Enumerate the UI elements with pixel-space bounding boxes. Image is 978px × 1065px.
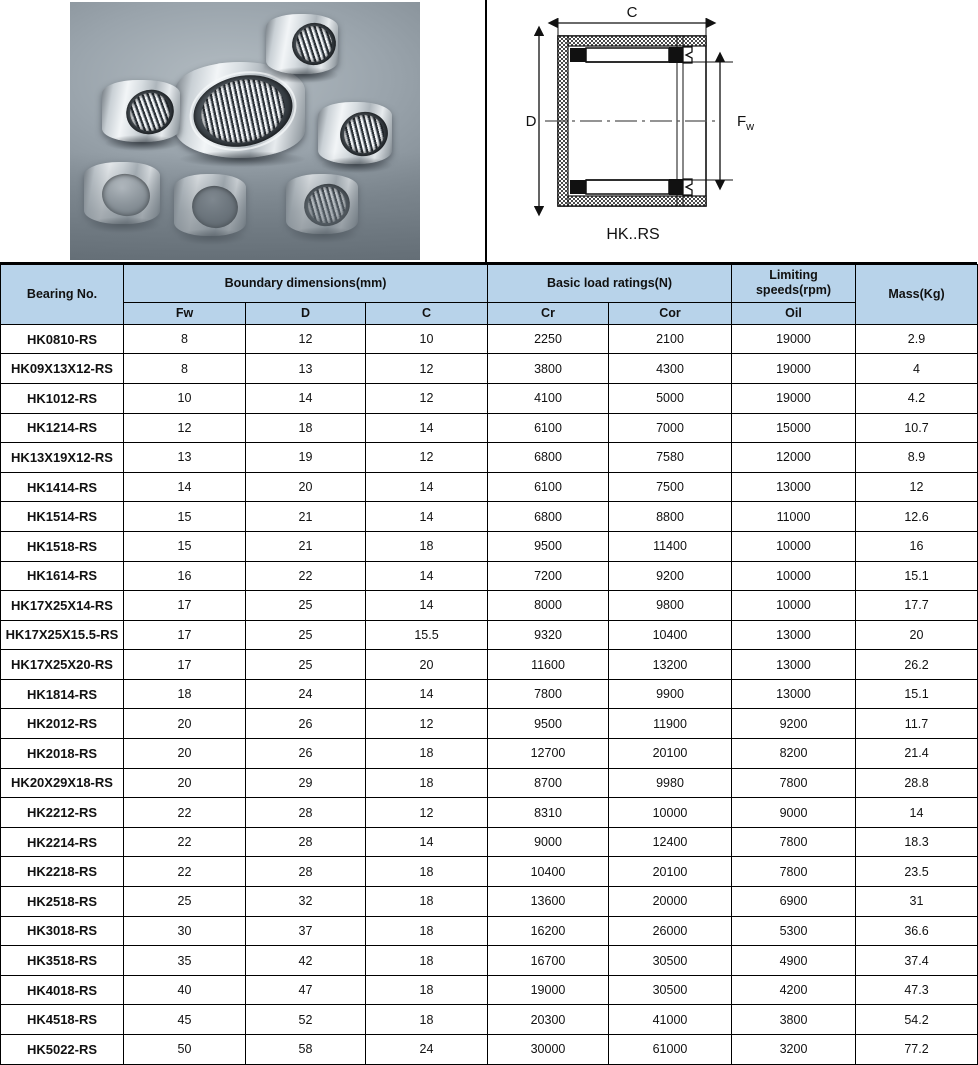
cell-cor: 9900: [609, 679, 732, 709]
cell-cor: 7580: [609, 443, 732, 473]
column-header-cr: Cr: [488, 302, 609, 324]
table-row: [1, 324, 978, 354]
cell-fw: 17: [124, 620, 246, 650]
cell-cor: 7500: [609, 472, 732, 502]
cell-name: HK1214-RS: [1, 413, 124, 443]
cell-fw: 45: [124, 1005, 246, 1035]
cell-c: 14: [366, 413, 488, 443]
cell-mass: 18.3: [856, 827, 978, 857]
column-header-bearing-no: Bearing No.: [1, 265, 124, 325]
cell-cr: 3800: [488, 354, 609, 384]
cell-c: 12: [366, 354, 488, 384]
cell-c: 18: [366, 531, 488, 561]
cell-cr: 8310: [488, 798, 609, 828]
cell-cor: 9800: [609, 591, 732, 621]
table-row: [1, 531, 978, 561]
cell-oil: 7800: [732, 857, 856, 887]
column-header-fw: Fw: [124, 302, 246, 324]
cell-name: HK2018-RS: [1, 739, 124, 769]
cell-oil: 3800: [732, 1005, 856, 1035]
table-row: [1, 827, 978, 857]
cell-d: 47: [246, 975, 366, 1005]
cell-fw: 16: [124, 561, 246, 591]
cell-cor: 30500: [609, 946, 732, 976]
cross-section-drawing-cell: [487, 0, 977, 262]
cell-name: HK1414-RS: [1, 472, 124, 502]
cell-cr: 2250: [488, 324, 609, 354]
seal-block-top-left: [570, 48, 586, 62]
cell-cr: 7200: [488, 561, 609, 591]
cell-d: 25: [246, 620, 366, 650]
cell-cr: 9500: [488, 531, 609, 561]
cell-oil: 10000: [732, 591, 856, 621]
cell-c: 18: [366, 887, 488, 917]
cell-d: 58: [246, 1035, 366, 1065]
table-row: [1, 650, 978, 680]
bearing-closed-face: [99, 171, 152, 219]
seal-block-bottom-right: [669, 179, 683, 195]
cell-oil: 4200: [732, 975, 856, 1005]
lip-seal-bottom: [683, 179, 692, 195]
cell-name: HK1814-RS: [1, 679, 124, 709]
cell-name: HK1518-RS: [1, 531, 124, 561]
cell-cr: 16700: [488, 946, 609, 976]
cell-name: HK0810-RS: [1, 324, 124, 354]
cell-mass: 17.7: [856, 591, 978, 621]
header-row-group: [1, 265, 978, 303]
cell-d: 29: [246, 768, 366, 798]
table-row: [1, 1035, 978, 1065]
cell-d: 12: [246, 324, 366, 354]
cell-d: 22: [246, 561, 366, 591]
bearing-cup-body: [84, 162, 160, 224]
bearing-cross-section-drawing: [487, 0, 977, 262]
cell-oil: 4900: [732, 946, 856, 976]
cell-mass: 2.9: [856, 324, 978, 354]
cell-name: HK3018-RS: [1, 916, 124, 946]
bearing-shadow: [289, 227, 358, 243]
cell-d: 21: [246, 502, 366, 532]
cell-mass: 77.2: [856, 1035, 978, 1065]
cell-c: 18: [366, 739, 488, 769]
cell-mass: 10.7: [856, 413, 978, 443]
cell-mass: 8.9: [856, 443, 978, 473]
cell-fw: 8: [124, 354, 246, 384]
cell-d: 26: [246, 739, 366, 769]
cell-name: HK4018-RS: [1, 975, 124, 1005]
cell-cor: 12400: [609, 827, 732, 857]
cell-cr: 13600: [488, 887, 609, 917]
cell-fw: 15: [124, 502, 246, 532]
cell-mass: 37.4: [856, 946, 978, 976]
dimension-label-d: D: [525, 113, 537, 130]
cell-cr: 4100: [488, 383, 609, 413]
limiting-speeds-line2: speeds(rpm): [755, 283, 832, 298]
cell-mass: 12: [856, 472, 978, 502]
cell-oil: 13000: [732, 650, 856, 680]
bearing-shadow: [177, 229, 246, 245]
cell-mass: 28.8: [856, 768, 978, 798]
cell-name: HK17X25X14-RS: [1, 591, 124, 621]
cell-mass: 23.5: [856, 857, 978, 887]
cell-oil: 5300: [732, 916, 856, 946]
cell-cr: 9320: [488, 620, 609, 650]
cell-fw: 8: [124, 324, 246, 354]
needle-roller-top: [586, 48, 669, 62]
table-row: [1, 798, 978, 828]
dimension-label-c: C: [626, 4, 638, 21]
cell-cr: 6100: [488, 413, 609, 443]
cell-fw: 17: [124, 650, 246, 680]
bearing-cup-body: [174, 174, 246, 236]
cell-c: 18: [366, 1005, 488, 1035]
cell-d: 28: [246, 827, 366, 857]
cell-oil: 6900: [732, 887, 856, 917]
cell-d: 28: [246, 857, 366, 887]
bearing-shadow: [105, 135, 180, 151]
cell-mass: 36.6: [856, 916, 978, 946]
cell-d: 26: [246, 709, 366, 739]
cell-c: 12: [366, 798, 488, 828]
cell-c: 18: [366, 946, 488, 976]
cell-mass: 47.3: [856, 975, 978, 1005]
cell-name: HK1514-RS: [1, 502, 124, 532]
cell-c: 18: [366, 916, 488, 946]
cell-name: HK4518-RS: [1, 1005, 124, 1035]
cell-cr: 30000: [488, 1035, 609, 1065]
limiting-speeds-line1: Limiting: [769, 268, 818, 282]
cell-name: HK09X13X12-RS: [1, 354, 124, 384]
cell-oil: 19000: [732, 324, 856, 354]
cell-c: 12: [366, 443, 488, 473]
cell-c: 14: [366, 561, 488, 591]
cell-cor: 9980: [609, 768, 732, 798]
table-row: [1, 857, 978, 887]
cell-mass: 14: [856, 798, 978, 828]
cell-name: HK2218-RS: [1, 857, 124, 887]
cell-cor: 61000: [609, 1035, 732, 1065]
cell-oil: 9200: [732, 709, 856, 739]
cell-c: 10: [366, 324, 488, 354]
cell-oil: 11000: [732, 502, 856, 532]
cell-c: 18: [366, 857, 488, 887]
cell-cr: 9000: [488, 827, 609, 857]
cell-oil: 9000: [732, 798, 856, 828]
cell-cor: 11900: [609, 709, 732, 739]
table-header: [1, 265, 978, 325]
bearing-shadow: [87, 217, 160, 233]
cell-cor: 5000: [609, 383, 732, 413]
cell-cr: 7800: [488, 679, 609, 709]
drawing-caption: HK..RS: [606, 226, 660, 243]
cell-cor: 20000: [609, 887, 732, 917]
cell-fw: 30: [124, 916, 246, 946]
cell-oil: 19000: [732, 354, 856, 384]
specification-table-wrapper: [0, 264, 977, 1065]
cell-name: HK2012-RS: [1, 709, 124, 739]
cell-mass: 4: [856, 354, 978, 384]
cell-fw: 22: [124, 798, 246, 828]
cell-oil: 10000: [732, 531, 856, 561]
cell-d: 18: [246, 413, 366, 443]
cell-cor: 13200: [609, 650, 732, 680]
table-row: [1, 739, 978, 769]
cell-fw: 22: [124, 827, 246, 857]
bearing-photo-item: [102, 80, 180, 142]
cell-cor: 4300: [609, 354, 732, 384]
cup-shell-top: [558, 36, 706, 46]
table-row: [1, 768, 978, 798]
cell-c: 12: [366, 383, 488, 413]
cell-d: 21: [246, 531, 366, 561]
column-header-oil: Oil: [732, 302, 856, 324]
table-row: [1, 620, 978, 650]
cell-c: 14: [366, 827, 488, 857]
cell-name: HK13X19X12-RS: [1, 443, 124, 473]
table-row: [1, 975, 978, 1005]
table-row: [1, 354, 978, 384]
column-header-mass: Mass(Kg): [856, 265, 978, 325]
bearing-photo-item: [174, 174, 246, 236]
bearing-shadow: [180, 151, 305, 167]
cell-name: HK17X25X15.5-RS: [1, 620, 124, 650]
cell-mass: 20: [856, 620, 978, 650]
cell-oil: 13000: [732, 679, 856, 709]
table-row: [1, 709, 978, 739]
cell-fw: 20: [124, 709, 246, 739]
cell-cr: 20300: [488, 1005, 609, 1035]
cell-fw: 22: [124, 857, 246, 887]
cell-c: 18: [366, 768, 488, 798]
cell-cor: 11400: [609, 531, 732, 561]
cell-fw: 12: [124, 413, 246, 443]
table-row: [1, 413, 978, 443]
cell-fw: 40: [124, 975, 246, 1005]
cell-cr: 8000: [488, 591, 609, 621]
cell-oil: 7800: [732, 827, 856, 857]
cell-c: 14: [366, 591, 488, 621]
cell-d: 20: [246, 472, 366, 502]
cell-d: 13: [246, 354, 366, 384]
cell-cor: 10400: [609, 620, 732, 650]
cell-cor: 10000: [609, 798, 732, 828]
cell-cr: 16200: [488, 916, 609, 946]
cell-d: 37: [246, 916, 366, 946]
cell-d: 32: [246, 887, 366, 917]
cell-fw: 20: [124, 739, 246, 769]
column-header-boundary-dimensions: Boundary dimensions(mm): [124, 265, 488, 303]
dimension-label-fw: $F_w$: [737, 113, 755, 133]
cell-d: 25: [246, 650, 366, 680]
cell-d: 52: [246, 1005, 366, 1035]
cell-c: 24: [366, 1035, 488, 1065]
cell-c: 15.5: [366, 620, 488, 650]
cell-d: 28: [246, 798, 366, 828]
needle-roller-bottom: [586, 180, 669, 194]
bearing-photo-item: [286, 174, 358, 234]
table-row: [1, 591, 978, 621]
table-row: [1, 502, 978, 532]
cell-mass: 31: [856, 887, 978, 917]
cell-cr: 6800: [488, 443, 609, 473]
bearing-cup-body: [286, 174, 358, 234]
table-row: [1, 916, 978, 946]
cell-fw: 18: [124, 679, 246, 709]
cell-name: HK17X25X20-RS: [1, 650, 124, 680]
cell-name: HK3518-RS: [1, 946, 124, 976]
cell-fw: 15: [124, 531, 246, 561]
cell-mass: 21.4: [856, 739, 978, 769]
cell-d: 25: [246, 591, 366, 621]
cell-fw: 25: [124, 887, 246, 917]
cell-d: 24: [246, 679, 366, 709]
cell-fw: 13: [124, 443, 246, 473]
seal-block-bottom-left: [570, 180, 586, 194]
bearing-specification-table: [0, 264, 978, 1065]
cell-c: 12: [366, 709, 488, 739]
cell-oil: 3200: [732, 1035, 856, 1065]
cell-oil: 10000: [732, 561, 856, 591]
cell-name: HK5022-RS: [1, 1035, 124, 1065]
cell-mass: 54.2: [856, 1005, 978, 1035]
cell-d: 42: [246, 946, 366, 976]
cell-c: 20: [366, 650, 488, 680]
header-row-sub: [1, 302, 978, 324]
cell-cor: 7000: [609, 413, 732, 443]
table-row: [1, 1005, 978, 1035]
column-header-limiting-speeds: [732, 265, 856, 303]
bearing-photo-item: [266, 14, 338, 74]
bearing-photo-item: [318, 102, 392, 164]
table-row: [1, 443, 978, 473]
lip-seal-top: [683, 47, 692, 63]
cell-oil: 19000: [732, 383, 856, 413]
cell-mass: 16: [856, 531, 978, 561]
cell-mass: 15.1: [856, 679, 978, 709]
table-row: [1, 887, 978, 917]
column-header-cor: Cor: [609, 302, 732, 324]
cell-cor: 9200: [609, 561, 732, 591]
needle-roller-bearings-photo: [70, 2, 420, 260]
cell-mass: 12.6: [856, 502, 978, 532]
cell-c: 14: [366, 679, 488, 709]
cell-fw: 17: [124, 591, 246, 621]
bearing-shadow: [321, 157, 392, 173]
column-header-c: C: [366, 302, 488, 324]
cell-mass: 4.2: [856, 383, 978, 413]
cell-cr: 6800: [488, 502, 609, 532]
cell-c: 14: [366, 472, 488, 502]
cell-c: 18: [366, 975, 488, 1005]
cell-cor: 26000: [609, 916, 732, 946]
cell-cor: 2100: [609, 324, 732, 354]
cell-d: 19: [246, 443, 366, 473]
cell-cr: 12700: [488, 739, 609, 769]
cell-oil: 7800: [732, 768, 856, 798]
cell-name: HK20X29X18-RS: [1, 768, 124, 798]
cell-fw: 20: [124, 768, 246, 798]
cell-oil: 12000: [732, 443, 856, 473]
cell-oil: 15000: [732, 413, 856, 443]
cell-mass: 11.7: [856, 709, 978, 739]
cell-fw: 10: [124, 383, 246, 413]
cell-d: 14: [246, 383, 366, 413]
cell-cr: 10400: [488, 857, 609, 887]
cell-cr: 19000: [488, 975, 609, 1005]
table-row: [1, 472, 978, 502]
table-row: [1, 383, 978, 413]
cell-cr: 11600: [488, 650, 609, 680]
bearing-open-face: [189, 182, 242, 231]
cell-cor: 30500: [609, 975, 732, 1005]
cell-name: HK1614-RS: [1, 561, 124, 591]
cell-cor: 20100: [609, 739, 732, 769]
cell-mass: 26.2: [856, 650, 978, 680]
cell-cr: 9500: [488, 709, 609, 739]
seal-block-top-right: [669, 47, 683, 63]
cell-mass: 15.1: [856, 561, 978, 591]
column-header-basic-load-ratings: Basic load ratings(N): [488, 265, 732, 303]
column-header-d: D: [246, 302, 366, 324]
cell-fw: 35: [124, 946, 246, 976]
table-row: [1, 679, 978, 709]
cell-oil: 13000: [732, 472, 856, 502]
needle-rollers: [303, 182, 350, 228]
cell-oil: 8200: [732, 739, 856, 769]
bearing-shadow: [269, 67, 338, 83]
cup-shell-bottom: [558, 196, 706, 206]
cell-name: HK2518-RS: [1, 887, 124, 917]
cell-c: 14: [366, 502, 488, 532]
cell-fw: 50: [124, 1035, 246, 1065]
cell-name: HK2214-RS: [1, 827, 124, 857]
cell-cr: 6100: [488, 472, 609, 502]
cell-cr: 8700: [488, 768, 609, 798]
cell-name: HK2212-RS: [1, 798, 124, 828]
cell-fw: 14: [124, 472, 246, 502]
cell-cor: 41000: [609, 1005, 732, 1035]
bearing-roller-face: [299, 178, 355, 231]
top-illustration-panel: [0, 0, 977, 264]
bearing-photo-item: [84, 162, 160, 224]
cell-cor: 20100: [609, 857, 732, 887]
cell-name: HK1012-RS: [1, 383, 124, 413]
cell-oil: 13000: [732, 620, 856, 650]
table-row: [1, 946, 978, 976]
product-photo-cell: [0, 0, 487, 262]
table-row: [1, 561, 978, 591]
cell-cor: 8800: [609, 502, 732, 532]
table-body: [1, 324, 978, 1064]
